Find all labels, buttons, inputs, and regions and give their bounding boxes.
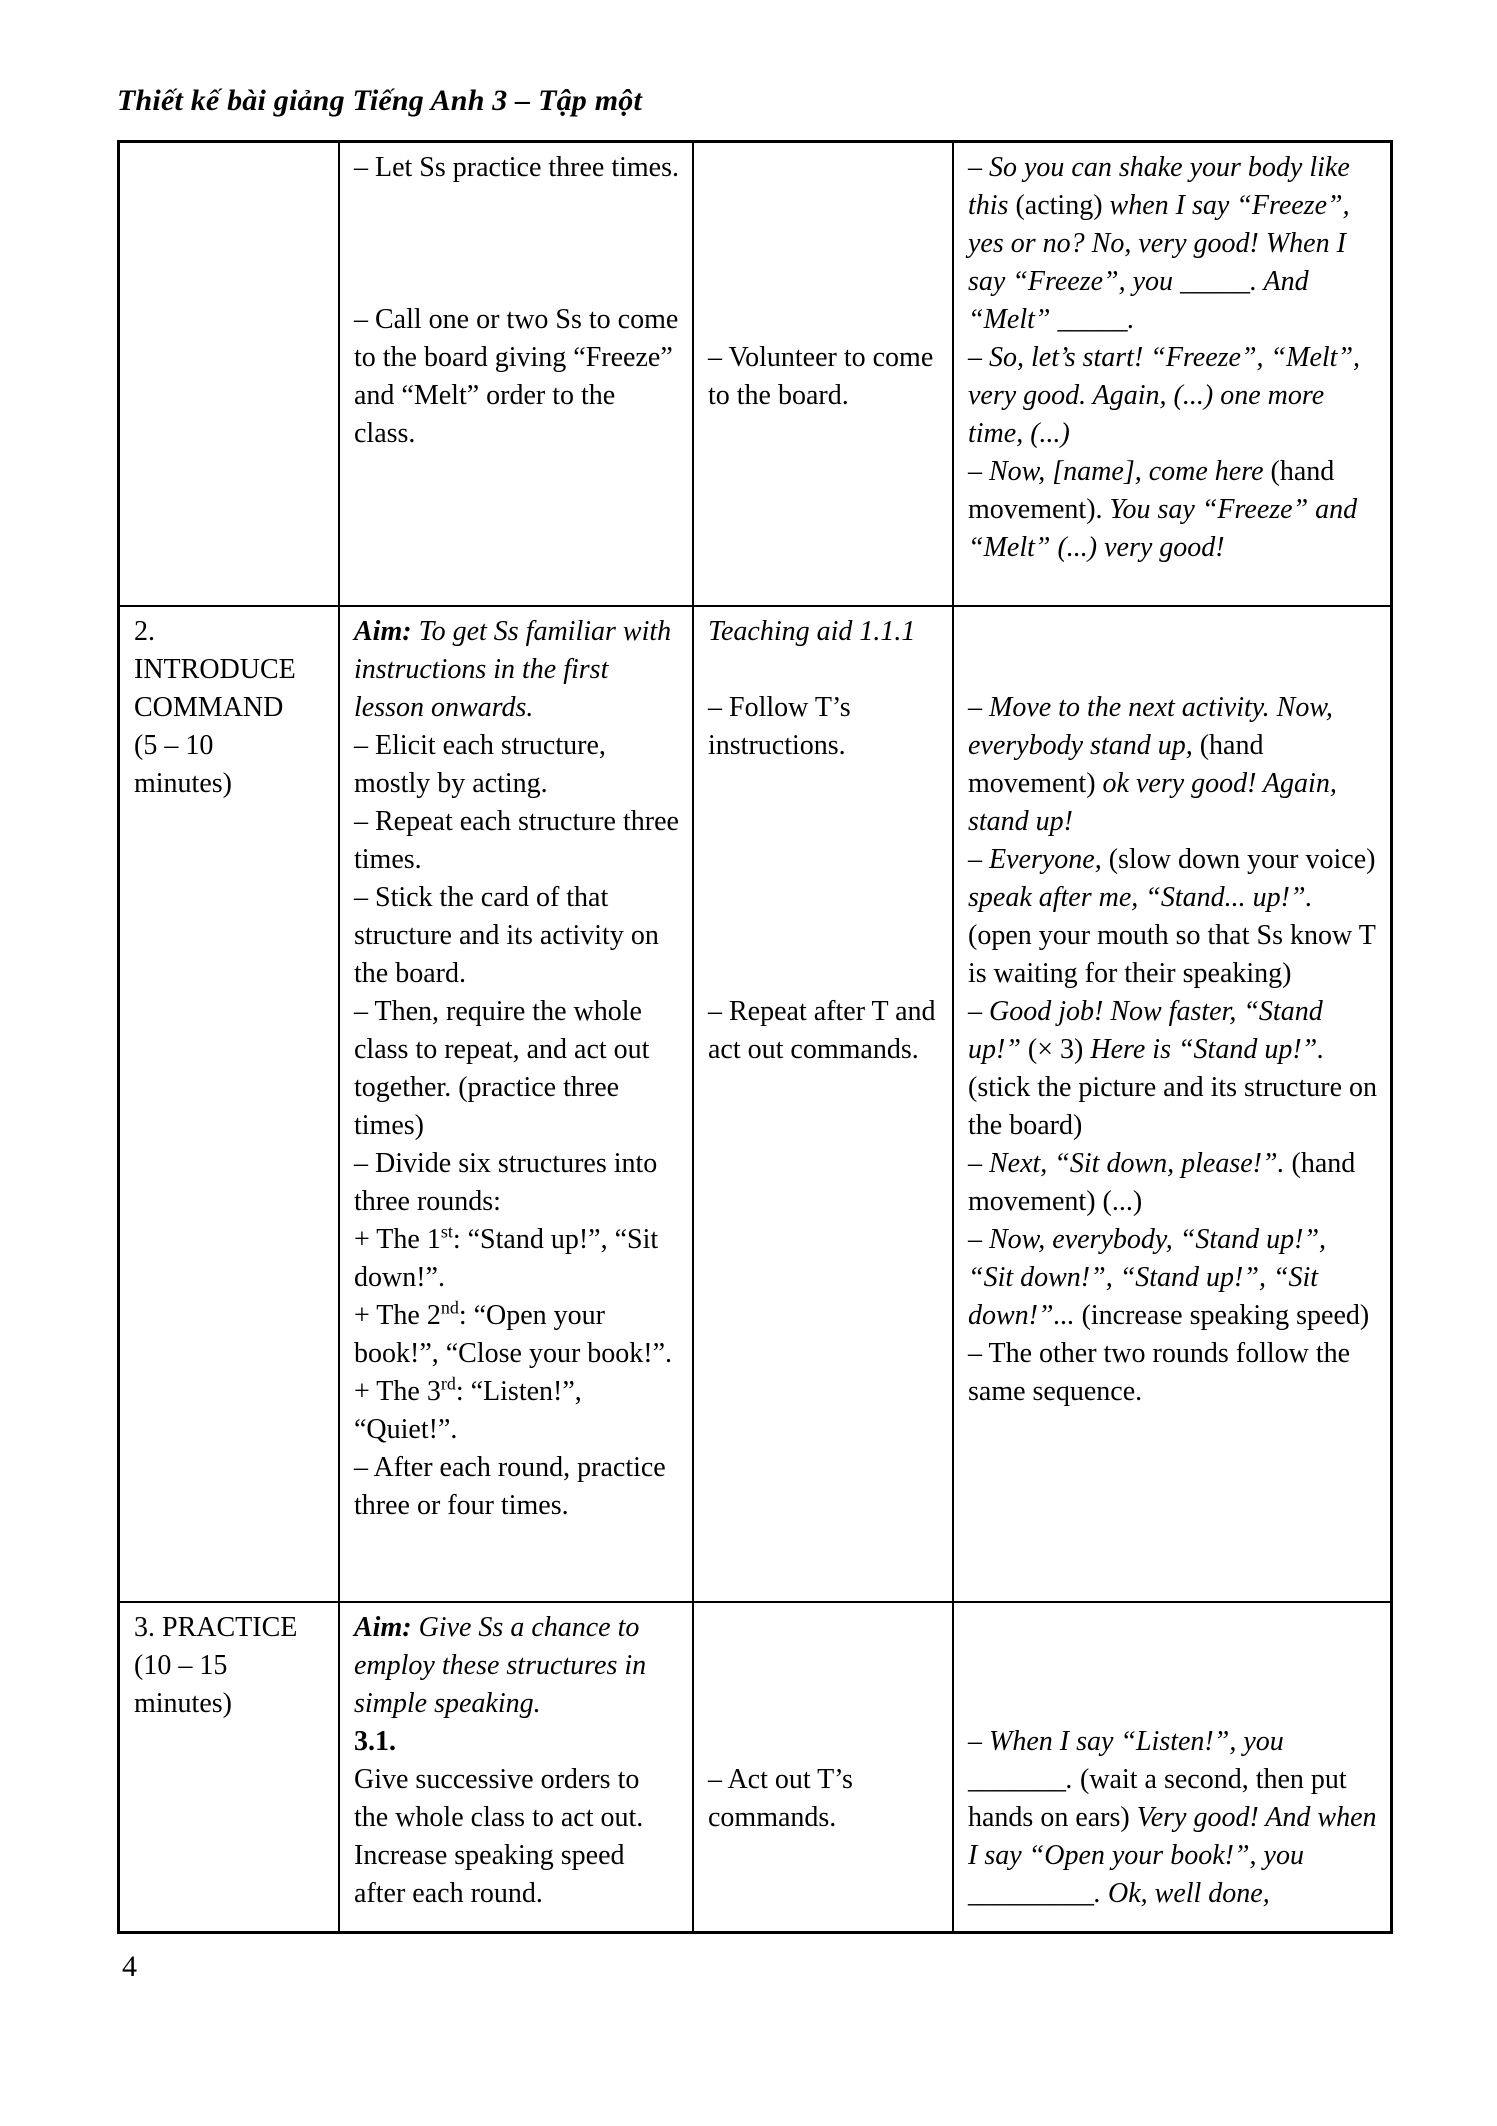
paragraph <box>354 301 680 453</box>
lesson-plan-table <box>117 140 1393 1934</box>
text-segment: – Move to the next activity. Now, everybody stand up, <box>968 692 1333 761</box>
table-cell <box>120 607 340 1601</box>
text-segment: – When I say “Listen!”, you _______. <box>968 1726 1284 1795</box>
text-segment: 3.1. <box>354 1726 396 1757</box>
paragraph <box>708 301 940 339</box>
paragraph <box>708 651 940 689</box>
paragraph <box>708 1761 940 1837</box>
text-segment: rd <box>440 1373 456 1394</box>
paragraph <box>708 187 940 225</box>
paragraph <box>354 263 680 301</box>
text-segment: – Next, “Sit down, please!”. <box>968 1148 1292 1179</box>
text-segment: : “Stand up!”, “Sit down!”. <box>354 1224 659 1293</box>
text-segment: : “Listen!”, “Quiet!”. <box>354 1376 582 1445</box>
text-segment: nd <box>440 1297 459 1318</box>
table-cell <box>120 1603 340 1931</box>
text-segment: – Repeat each structure three times. <box>354 806 679 875</box>
paragraph <box>134 613 326 651</box>
paragraph <box>354 187 680 225</box>
text-segment: (hand movement) <box>968 730 1264 799</box>
text-segment: 3. PRACTICE <box>134 1612 298 1643</box>
text-segment: Teaching aid 1.1.1 <box>708 616 916 647</box>
text-segment: – Elicit each structure, mostly by acting. <box>354 730 606 799</box>
paragraph <box>968 841 1378 993</box>
table-cell <box>694 607 954 1601</box>
table-cell <box>954 1603 1390 1931</box>
text-segment: – Repeat after T and act out commands. <box>708 996 936 1065</box>
text-segment: – After each round, practice three or four times. <box>354 1452 666 1521</box>
paragraph <box>708 1723 940 1761</box>
paragraph <box>354 1761 680 1913</box>
text-segment: Very good! And when I say “Open your book!”, you _________. Ok, well done, <box>968 1802 1377 1909</box>
text-segment: COMMAND <box>134 692 284 723</box>
text-segment: (open your mouth so that Ss know T is waiting for their speaking) <box>968 920 1376 989</box>
paragraph <box>134 727 326 765</box>
table-cell <box>954 607 1390 1601</box>
paragraph <box>354 993 680 1145</box>
text-segment: ok very good! Again, stand up! <box>968 768 1337 837</box>
text-segment: Here is “Stand up!”. <box>1083 1034 1325 1065</box>
paragraph <box>968 651 1378 689</box>
paragraph <box>354 1449 680 1525</box>
paragraph <box>708 993 940 1069</box>
paragraph <box>354 803 680 879</box>
text-segment: – Good job! Now faster, “Stand up!” <box>968 996 1323 1065</box>
paragraph <box>354 1221 680 1297</box>
text-segment: (increase speaking speed) <box>1081 1300 1370 1331</box>
text-segment: – Follow T’s instructions. <box>708 692 851 761</box>
text-segment: – Act out T’s commands. <box>708 1764 853 1833</box>
paragraph <box>708 803 940 841</box>
paragraph <box>968 613 1378 651</box>
paragraph <box>134 1609 326 1647</box>
paragraph <box>968 1145 1378 1221</box>
paragraph <box>354 225 680 263</box>
text-segment: when I say “Freeze”, yes or no? No, very good! When I say “Freeze”, you _____. And “Melt” _____. <box>968 190 1350 335</box>
table-cell <box>340 143 694 605</box>
text-segment: + The 3 <box>354 1376 441 1407</box>
paragraph <box>708 841 940 879</box>
paragraph <box>708 149 940 187</box>
paragraph <box>354 149 680 187</box>
text-segment: (hand movement) (...) <box>968 1148 1356 1217</box>
paragraph <box>354 879 680 993</box>
text-segment: + The 2 <box>354 1300 441 1331</box>
paragraph <box>134 765 326 803</box>
text-segment: Give Ss a chance to employ these structures in simple speaking. <box>354 1612 647 1719</box>
text-segment: – Let Ss practice three times. <box>354 152 679 183</box>
paragraph <box>968 1335 1378 1411</box>
text-segment: + The 1 <box>354 1224 441 1255</box>
text-segment: – The other two rounds follow the same sequence. <box>968 1338 1351 1407</box>
table-cell <box>120 143 340 605</box>
table-row <box>120 1603 1390 1931</box>
text-segment: Aim: <box>354 1612 419 1643</box>
table-cell <box>340 607 694 1601</box>
table-cell <box>694 143 954 605</box>
paragraph <box>354 613 680 727</box>
paragraph <box>968 149 1378 339</box>
text-segment: You say “Freeze” and “Melt” (...) very good! <box>968 494 1358 563</box>
text-segment: – Now, [name], come here <box>968 456 1271 487</box>
paragraph <box>708 339 940 415</box>
paragraph <box>354 1145 680 1221</box>
text-segment: – Now, everybody, “Stand up!”, “Sit down!”, “Stand up!”, “Sit down!”... <box>968 1224 1327 1331</box>
paragraph <box>708 225 940 263</box>
paragraph <box>968 993 1378 1145</box>
paragraph <box>708 689 940 765</box>
text-segment: minutes) <box>134 1688 232 1719</box>
paragraph <box>134 689 326 727</box>
paragraph <box>708 765 940 803</box>
page-number: 4 <box>122 1950 137 1983</box>
text-segment: – So, let’s start! “Freeze”, “Melt”, very good. Again, (...) one more time, (...) <box>968 342 1361 449</box>
text-segment: minutes) <box>134 768 232 799</box>
paragraph <box>134 1647 326 1685</box>
paragraph <box>354 1723 680 1761</box>
text-segment: st <box>440 1221 453 1242</box>
text-segment: Aim: <box>354 616 419 647</box>
text-segment: – Everyone, <box>968 844 1109 875</box>
text-segment: (5 – 10 <box>134 730 214 761</box>
paragraph <box>708 1647 940 1685</box>
table-cell <box>694 1603 954 1931</box>
paragraph <box>968 689 1378 841</box>
paragraph <box>708 1685 940 1723</box>
paragraph <box>354 1297 680 1373</box>
paragraph <box>708 613 940 651</box>
paragraph <box>968 339 1378 453</box>
text-segment: (stick the picture and its structure on the board) <box>968 1072 1377 1141</box>
table-row <box>120 143 1390 607</box>
text-segment: : “Open your book!”, “Close your book!”. <box>354 1300 673 1369</box>
text-segment: – So you can shake your body like this <box>968 152 1350 221</box>
text-segment: (10 – 15 <box>134 1650 228 1681</box>
paragraph <box>968 1221 1378 1335</box>
text-segment: – Call one or two Ss to come to the board giving “Freeze” and “Melt” order to the class. <box>354 304 679 449</box>
paragraph <box>968 1685 1378 1723</box>
paragraph <box>134 1685 326 1723</box>
paragraph <box>968 453 1378 567</box>
text-segment: (acting) <box>1015 190 1103 221</box>
text-segment: (hand movement). <box>968 456 1335 525</box>
paragraph <box>354 1609 680 1723</box>
paragraph <box>708 917 940 955</box>
paragraph <box>134 651 326 689</box>
text-segment: (× 3) <box>1027 1034 1084 1065</box>
table-cell <box>954 143 1390 605</box>
paragraph <box>968 1723 1378 1913</box>
table-cell <box>340 1603 694 1931</box>
text-segment: To get Ss familiar with instructions in the first lesson onwards. <box>354 616 672 723</box>
paragraph <box>968 1609 1378 1647</box>
paragraph <box>968 1647 1378 1685</box>
text-segment: Give successive orders to the whole class to act out. Increase speaking speed after each round. <box>354 1764 644 1909</box>
text-segment: – Then, require the whole class to repeat, and act out together. (practice three times) <box>354 996 650 1141</box>
paragraph <box>708 263 940 301</box>
paragraph <box>708 879 940 917</box>
text-segment: – Divide six structures into three rounds: <box>354 1148 658 1217</box>
text-segment: – Stick the card of that structure and its activity on the board. <box>354 882 659 989</box>
paragraph <box>354 727 680 803</box>
text-segment: speak after me, “Stand... up!”. <box>968 882 1313 913</box>
paragraph <box>708 1609 940 1647</box>
page-header-title: Thiết kế bài giảng Tiếng Anh 3 – Tập một <box>117 84 642 117</box>
text-segment: – Volunteer to come to the board. <box>708 342 934 411</box>
text-segment: (wait a second, then put hands on ears) <box>968 1764 1347 1833</box>
table-row <box>120 607 1390 1603</box>
paragraph <box>708 955 940 993</box>
text-segment: 2. <box>134 616 155 647</box>
text-segment: (slow down your voice) <box>1108 844 1376 875</box>
text-segment: INTRODUCE <box>134 654 296 685</box>
paragraph <box>354 1373 680 1449</box>
